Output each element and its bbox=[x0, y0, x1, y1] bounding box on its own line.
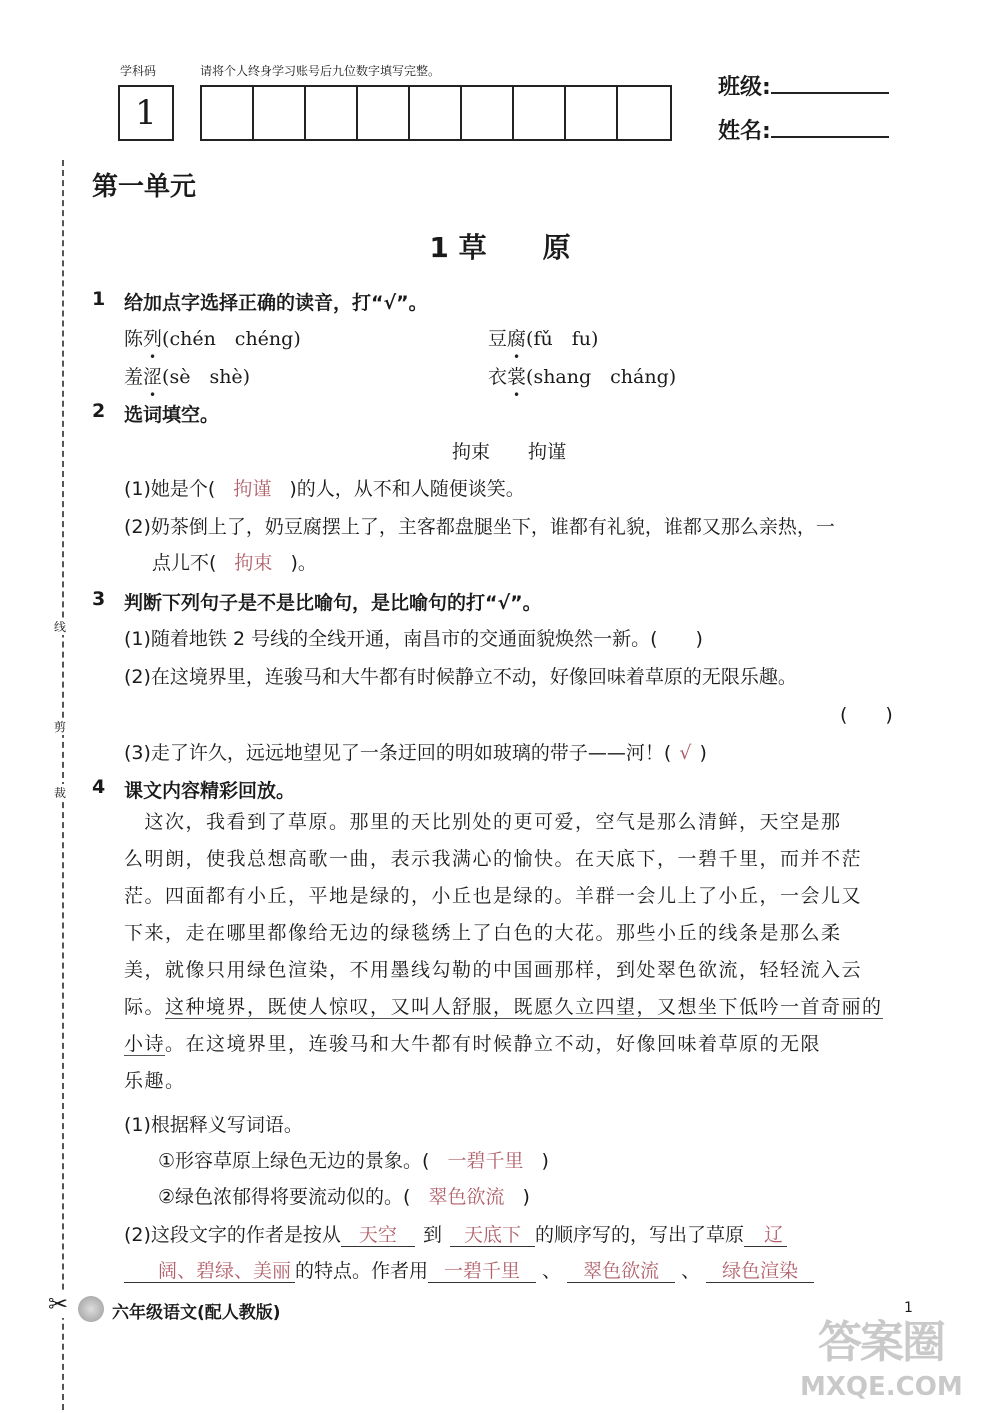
digit-cell[interactable] bbox=[514, 87, 566, 139]
subject-code-label: 学科码 bbox=[120, 64, 157, 78]
side-mark-cai: 裁 bbox=[54, 786, 67, 800]
answer: 一碧千里 bbox=[428, 1260, 536, 1283]
answer: √ bbox=[679, 742, 692, 764]
subject-code-box: 1 bbox=[118, 85, 174, 141]
answer: 一碧千里 bbox=[447, 1150, 524, 1172]
q1-item: 豆腐(fǔ fu) bbox=[488, 328, 599, 350]
name-blank[interactable] bbox=[771, 116, 889, 138]
underlined-text: 小诗 bbox=[124, 1033, 166, 1055]
q1-item: 陈列(chén chéng) bbox=[124, 328, 301, 350]
q3-sentence-3: (3)走了许久，远远地望见了一条迂回的明如玻璃的带子——河！( √ ) bbox=[124, 742, 707, 764]
answer: 天空 bbox=[341, 1224, 415, 1247]
underlined-text: 这种境界，既使人惊叹，又叫人舒服，既愿久立四望，又想坐下低吟一首奇丽的 bbox=[165, 996, 883, 1018]
q3-sentence-2: (2)在这境界里，连骏马和大牛都有时候静立不动，好像回味着草原的无限乐趣。 bbox=[124, 666, 797, 688]
q1-item: 羞涩(sè shè) bbox=[124, 366, 251, 388]
unit-title: 第一单元 bbox=[92, 172, 197, 202]
q2-sentence-2-cont: 点儿不( 拘束 )。 bbox=[152, 552, 317, 574]
class-blank[interactable] bbox=[771, 72, 889, 94]
watermark-logo: MXQE.COM bbox=[800, 1372, 963, 1402]
q1-prompt: 给加点字选择正确的读音，打“√”。 bbox=[124, 292, 428, 314]
digit-cell[interactable] bbox=[410, 87, 462, 139]
q1-number: 1 bbox=[92, 288, 106, 310]
footer-badge-icon bbox=[78, 1296, 104, 1322]
answer: 天底下 bbox=[450, 1224, 535, 1247]
q3-prompt: 判断下列句子是不是比喻句，是比喻句的打“√”。 bbox=[124, 592, 542, 614]
q2-sentence-1: (1)她是个( 拘谨 )的人，从不和人随便谈笑。 bbox=[124, 478, 525, 500]
q4-prompt: 课文内容精彩回放。 bbox=[124, 780, 296, 802]
q4-sub2-line1: (2)这段文字的作者是按从 天空 到 天底下 的顺序写的，写出了草原 辽 bbox=[124, 1220, 787, 1247]
q4-sub1: (1)根据释义写词语。 bbox=[124, 1114, 303, 1136]
digit-cell[interactable] bbox=[566, 87, 618, 139]
answer: 翠色欲流 bbox=[428, 1186, 505, 1208]
q2-number: 2 bbox=[92, 400, 106, 422]
digit-cell[interactable] bbox=[254, 87, 306, 139]
scissors-icon: ✂ bbox=[48, 1290, 69, 1318]
digit-cell[interactable] bbox=[358, 87, 410, 139]
q4-sub2-line2: 阔、碧绿、美丽 的特点。作者用 一碧千里 、 翠色欲流 、 绿色渲染 bbox=[124, 1256, 814, 1283]
digit-cell[interactable] bbox=[462, 87, 514, 139]
watermark-logo-cn: 答案圈 bbox=[818, 1317, 944, 1368]
page-number: 1 bbox=[904, 1300, 913, 1316]
q4-number: 4 bbox=[92, 776, 106, 798]
answer: 拘束 bbox=[234, 552, 273, 574]
digit-cell[interactable] bbox=[618, 87, 670, 139]
class-label: 班级: bbox=[718, 75, 771, 100]
class-field[interactable] bbox=[718, 70, 889, 101]
q2-options: 拘束 拘谨 bbox=[452, 441, 567, 463]
q1-item: 衣裳(shang cháng) bbox=[488, 366, 677, 388]
q3-sentence-2-paren: ( ) bbox=[840, 704, 893, 726]
digit-cell[interactable] bbox=[202, 87, 254, 139]
q2-sentence-2: (2)奶茶倒上了，奶豆腐摆上了，主客都盘腿坐下，谁都有礼貌，谁都又那么亲热，一 bbox=[124, 516, 835, 538]
name-field[interactable] bbox=[718, 114, 889, 145]
side-mark-jian: 剪 bbox=[54, 720, 67, 734]
q3-sentence-1: (1)随着地铁 2 号线的全线开通，南昌市的交通面貌焕然一新。( ) bbox=[124, 628, 703, 650]
account-instruction: 请将个人终身学习账号后九位数字填写完整。 bbox=[200, 64, 441, 78]
answer: 拘谨 bbox=[233, 478, 272, 500]
q4-sub1-b: ②绿色浓郁得将要流动似的。( 翠色欲流 ) bbox=[158, 1186, 530, 1208]
answer: 翠色欲流 bbox=[567, 1260, 675, 1283]
lesson-title: 1 草 原 bbox=[429, 231, 571, 264]
q2-prompt: 选词填空。 bbox=[124, 404, 220, 426]
digit-cell[interactable] bbox=[306, 87, 358, 139]
q3-number: 3 bbox=[92, 588, 106, 610]
side-mark-xian: 线 bbox=[54, 620, 67, 634]
footer-book-title: 六年级语文(配人教版) bbox=[112, 1303, 281, 1323]
q4-sub1-a: ①形容草原上绿色无边的景象。( 一碧千里 ) bbox=[158, 1150, 549, 1172]
answer: 辽 bbox=[744, 1224, 787, 1247]
name-label: 姓名: bbox=[718, 119, 771, 144]
account-digit-boxes[interactable] bbox=[200, 85, 672, 141]
passage: 这次，我看到了草原。那里的天比别处的更可爱，空气是那么清鲜，天空是那 么明朗，使我总想高歌一曲，表示我满心的愉快。在天底下，一碧千里，而并不茫 茫。四面都有小丘，平地是绿的，小丘也是绿的。羊群一会儿上了小丘，一会儿又 下来，走在哪里都像给无边的绿毯绣上了白色的大花。那些小丘的线条是那么柔 美，就像只用绿色渲染，不用墨线勾勒的中国画那样，到处翠色欲流，轻轻流入云 际。这种境界，既使人惊叹，又叫人舒服，既愿久立四望，又想坐下低吟一首奇丽的 小诗。在这境界里，连骏马和大牛都有时候静立不动，好像回味着草原的无限 乐趣。 bbox=[124, 811, 883, 1092]
answer: 阔、碧绿、美丽 bbox=[124, 1260, 295, 1283]
answer: 绿色渲染 bbox=[706, 1260, 814, 1283]
